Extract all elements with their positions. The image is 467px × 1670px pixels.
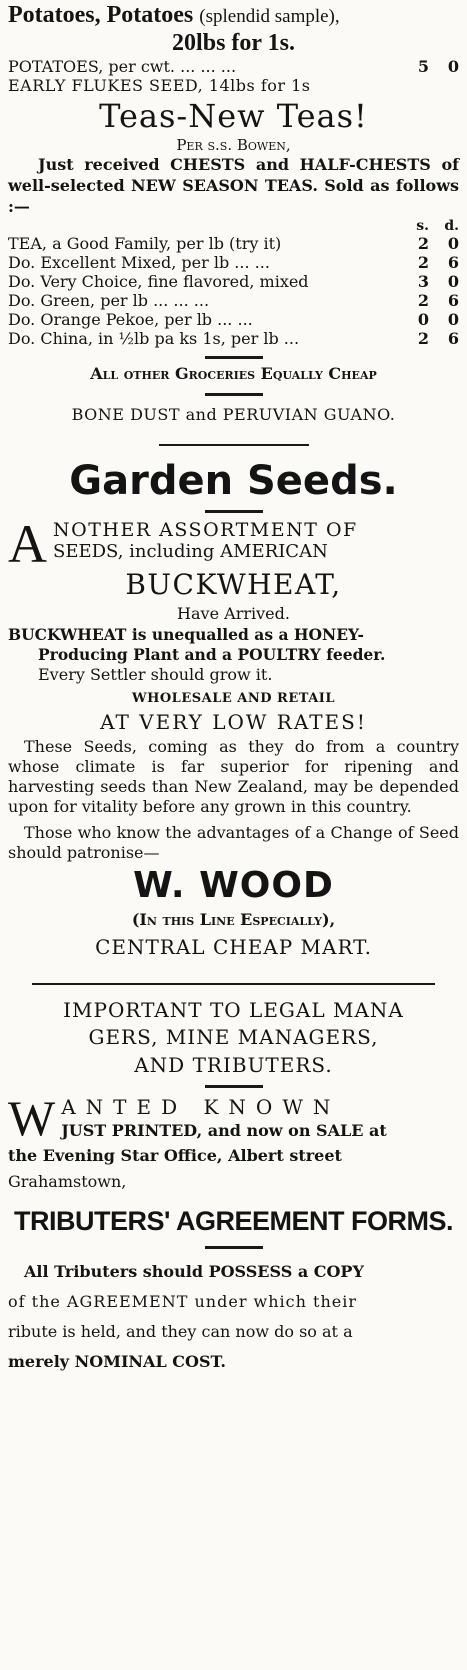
garden-intro: A NOTHER ASSORTMENT OF SEEDS, including AMERICAN: [8, 519, 358, 567]
mart-line: CENTRAL CHEAP MART.: [95, 935, 372, 959]
divider: [159, 444, 309, 446]
tributers-body-3: ribute is held, and they can now do so at a: [8, 1322, 353, 1341]
important-line-1: IMPORTANT TO LEGAL MANA: [63, 998, 404, 1022]
tea-price-row: Do. Orange Pekoe, per lb ... ... 0 0: [8, 310, 459, 329]
potatoes-cwt-row: POTATOES, per cwt. ... ... ... 5 0: [8, 57, 459, 76]
divider: [205, 1246, 263, 1249]
teas-price-list: [8, 234, 459, 348]
drop-cap: A: [8, 519, 47, 567]
poultry-line: Producing Plant and a POULTRY feeder.: [38, 645, 386, 664]
settler-line: Every Settler should grow it.: [38, 665, 273, 684]
wholesale-line: WHOLESALE AND RETAIL: [131, 691, 336, 706]
garden-seeds-heading: Garden Seeds.: [69, 458, 398, 504]
potatoes-heading: Potatoes, Potatoes (splendid sample),: [8, 2, 340, 28]
teas-heading: Teas-New Teas!: [99, 97, 368, 135]
ship-line: Per s.s. Bowen,: [176, 136, 291, 154]
change-of-seed: Those who know the advantages of a Change of Seed should patronise—: [8, 823, 459, 862]
divider: [205, 1085, 263, 1088]
tributers-body-4: merely NOMINAL COST.: [8, 1352, 226, 1371]
tea-price-row: Do. Very Choice, fine flavored, mixed 3 0: [8, 272, 459, 291]
divider: [205, 510, 263, 513]
divider: [205, 393, 263, 396]
drop-cap: W: [8, 1094, 56, 1142]
tributers-advert: [8, 997, 459, 1377]
potatoes-price-line: 20lbs for 1s.: [172, 30, 295, 56]
teas-column-headers: s. d.: [416, 218, 459, 234]
buckwheat-heading: BUCKWHEAT,: [125, 568, 342, 601]
printed-line-2: the Evening Star Office, Albert street: [8, 1146, 342, 1165]
low-rates-line: AT VERY LOW RATES!: [100, 710, 367, 734]
tea-price-row: Do. Excellent Mixed, per lb ... ... 2 6: [8, 253, 459, 272]
honey-line: BUCKWHEAT is unequalled as a HONEY-: [8, 625, 364, 644]
tea-price-row: Do. China, in ½lb pa ks 1s, per lb ... 2 6: [8, 329, 459, 348]
arrived-line: Have Arrived.: [177, 604, 290, 623]
important-line-3: AND TRIBUTERS.: [134, 1053, 333, 1077]
groceries-line: All other Groceries Equally Cheap: [90, 364, 377, 383]
wanted-known: W ANTED KNOWN JUST PRINTED, and now on SALE at: [8, 1094, 387, 1142]
tributers-body-2: of the AGREEMENT under which their: [8, 1292, 357, 1311]
printed-line-3: Grahamstown,: [8, 1172, 127, 1191]
teas-intro: Just received CHESTS and HALF-CHESTS of well-selected NEW SEASON TEAS. Sold as follows :—: [8, 155, 459, 216]
divider: [32, 983, 435, 985]
potatoes-advert: [8, 0, 459, 96]
tea-price-row: TEA, a Good Family, per lb (try it) 2 0: [8, 234, 459, 253]
important-line-2: GERS, MINE MANAGERS,: [88, 1025, 379, 1049]
specialty-line: (In this Line Especially),: [131, 910, 336, 929]
tributers-body-1: All Tributers should POSSESS a COPY: [24, 1262, 364, 1281]
tea-price-row: Do. Green, per lb ... ... ... 2 6: [8, 291, 459, 310]
divider: [205, 356, 263, 359]
flukes-seed-line: EARLY FLUKES SEED, 14lbs for 1s: [8, 76, 311, 95]
bone-dust-line: BONE DUST and PERUVIAN GUANO.: [71, 405, 396, 424]
merchant-name: W. WOOD: [133, 865, 334, 906]
agreement-forms-heading: TRIBUTERS' AGREEMENT FORMS.: [14, 1206, 453, 1236]
teas-advert: [8, 96, 459, 426]
seeds-body: These Seeds, coming as they do from a country whose climate is far superior for ripening and harvesting seeds than New Zealand, may be depended upon for vitality before any grown in this country.: [8, 737, 459, 816]
garden-seeds-advert: [8, 456, 459, 961]
